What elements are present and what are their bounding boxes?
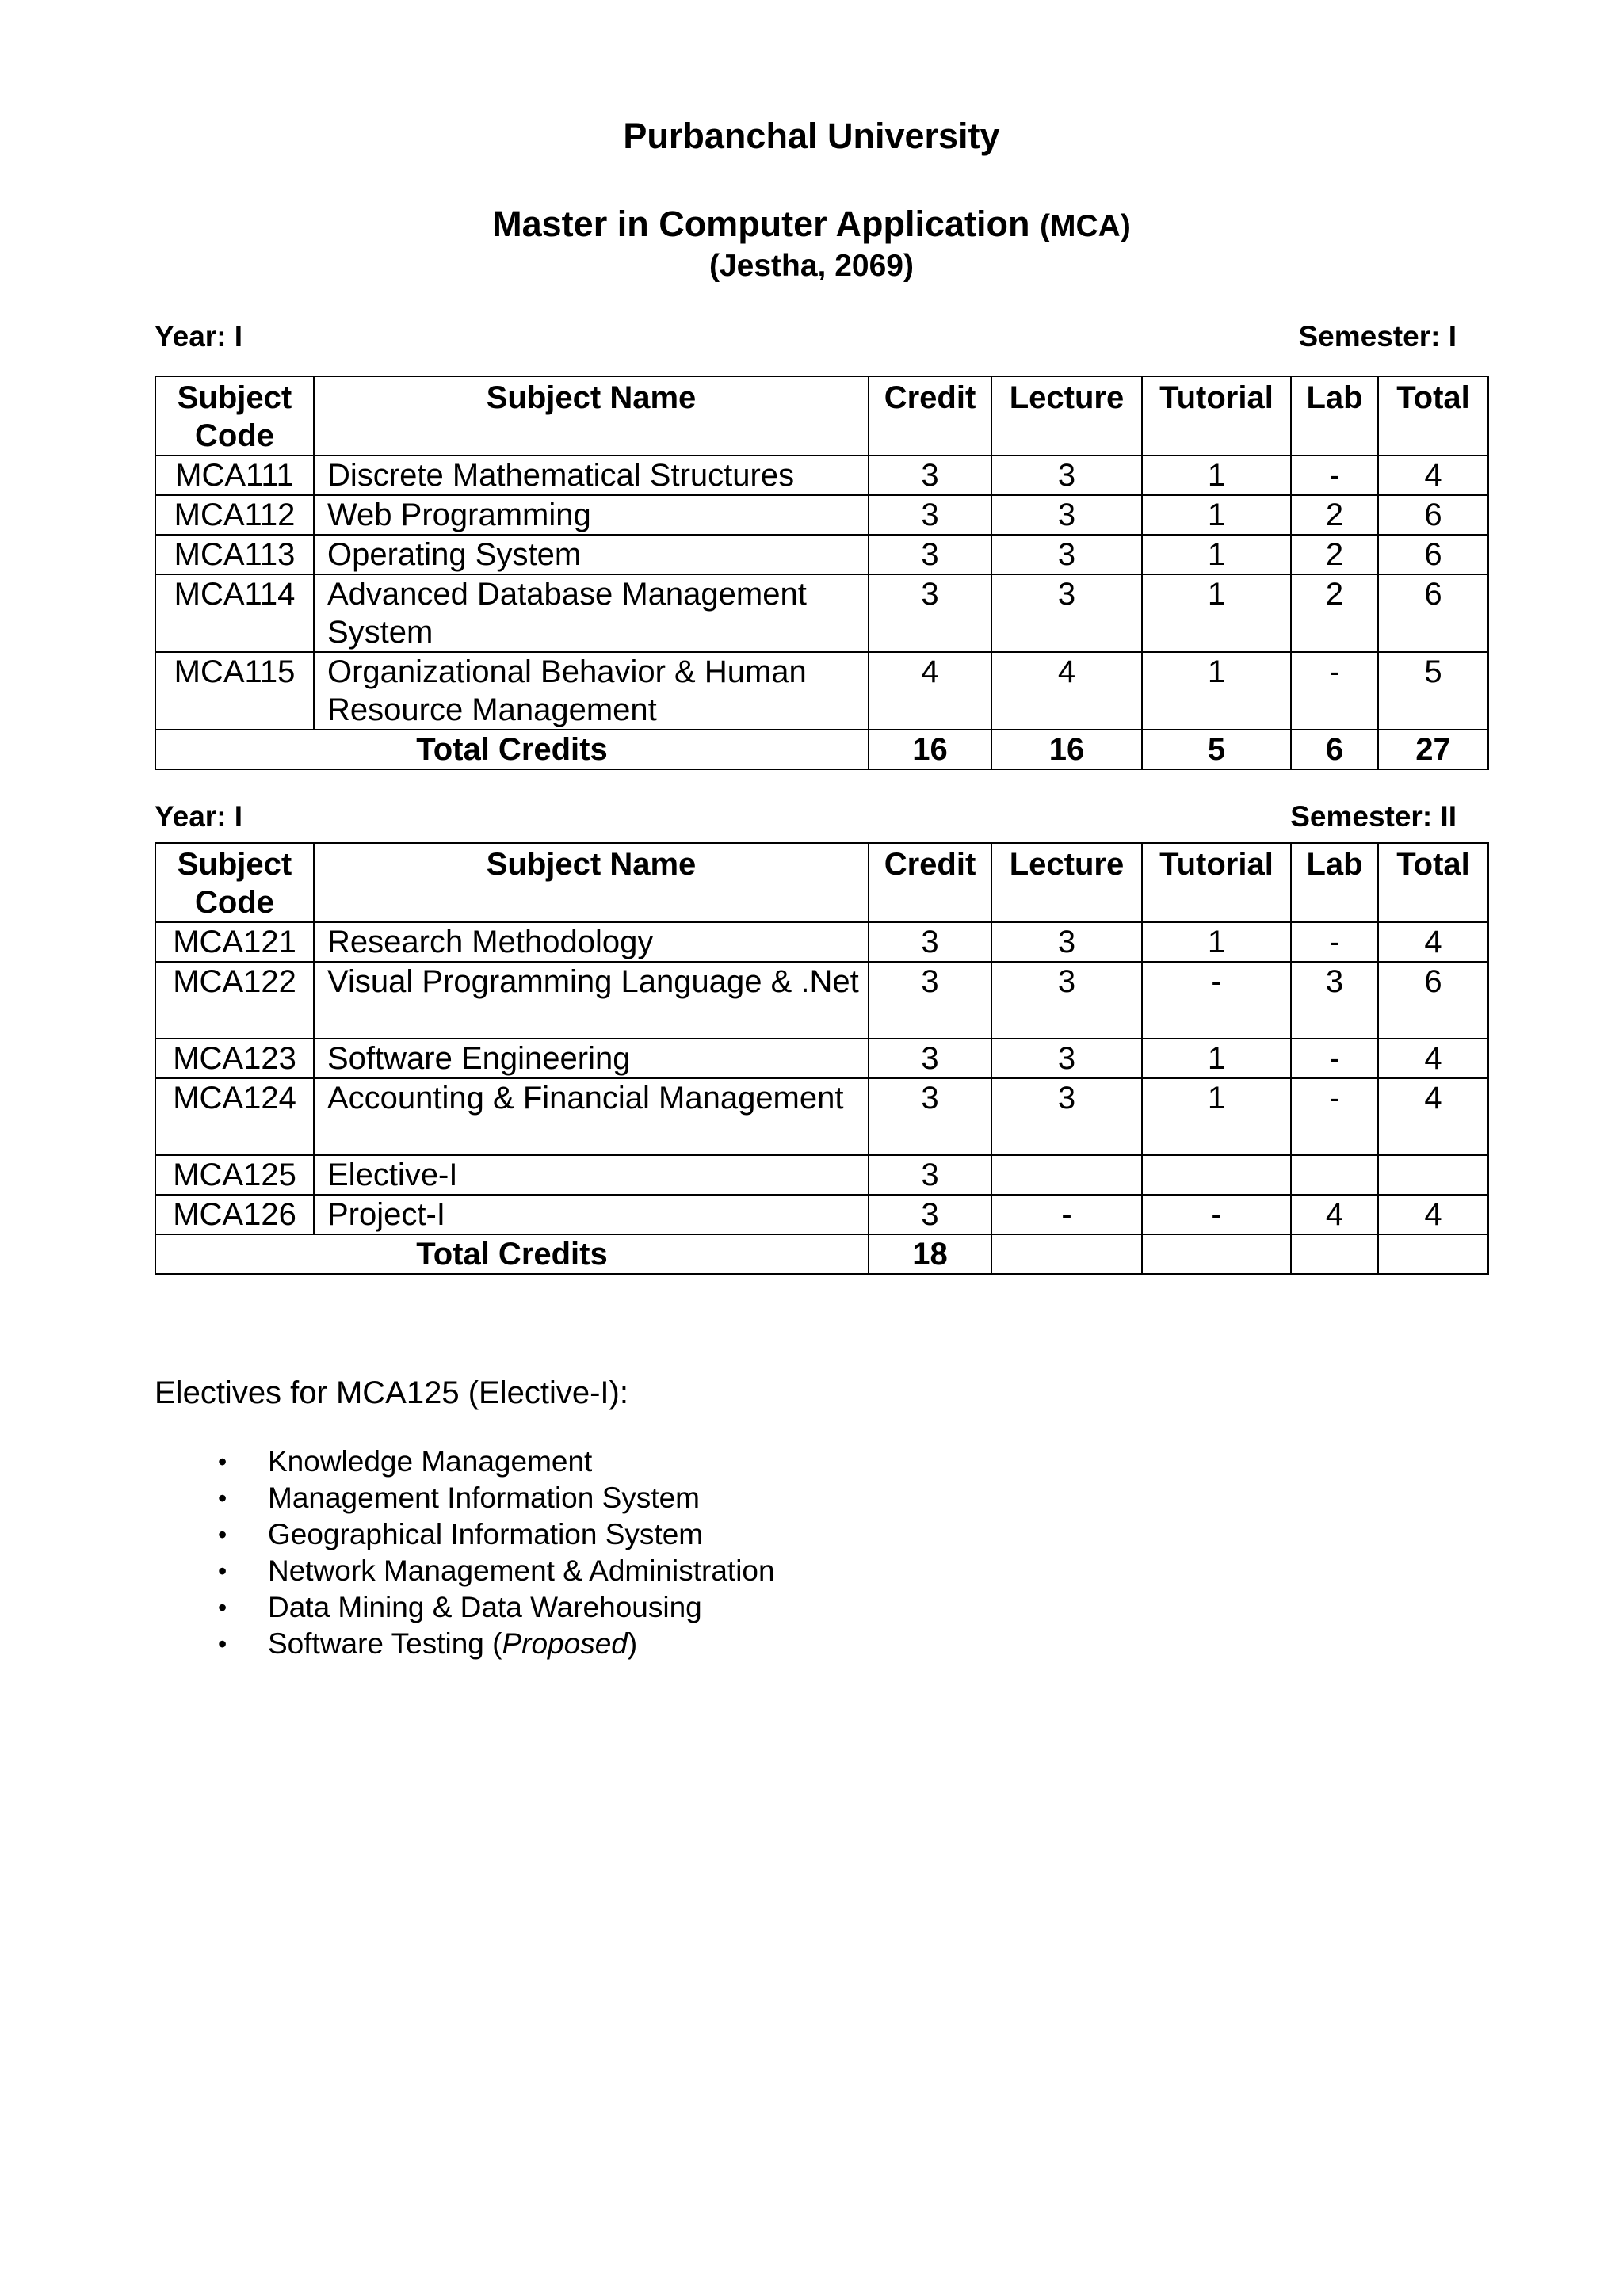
credit-cell: 3	[869, 962, 991, 1039]
table-row	[155, 922, 1488, 962]
semester2-course-table	[155, 842, 1489, 1275]
tutorial-cell: 1	[1142, 456, 1291, 495]
total-tutorial	[1142, 1234, 1291, 1274]
column-header: Lecture	[991, 376, 1142, 456]
elective-name: Knowledge Management	[268, 1445, 593, 1478]
total-credit: 16	[869, 730, 991, 769]
bullet-icon: •	[218, 1593, 227, 1622]
total-cell: 6	[1378, 495, 1488, 535]
subject-name: Elective-I	[314, 1155, 869, 1195]
table-row	[155, 1195, 1488, 1234]
semester1-semester-label: Semester: I	[1298, 320, 1457, 353]
tutorial-cell: 1	[1142, 922, 1291, 962]
subject-code: MCA113	[155, 535, 314, 574]
program-title	[0, 202, 1623, 249]
lecture-cell: 3	[991, 535, 1142, 574]
list-item	[155, 1480, 775, 1516]
table-row	[155, 962, 1488, 1039]
total-credit: 18	[869, 1234, 991, 1274]
credit-cell: 3	[869, 1195, 991, 1234]
column-header: Lecture	[991, 843, 1142, 922]
elective-name: Network Management & Administration	[268, 1554, 775, 1587]
total-cell: 6	[1378, 535, 1488, 574]
lab-cell: -	[1291, 1078, 1378, 1155]
total-cell: 4	[1378, 1195, 1488, 1234]
credit-cell: 3	[869, 1155, 991, 1195]
elective-name: Geographical Information System	[268, 1518, 704, 1550]
total-credits-label: Total Credits	[155, 730, 869, 769]
lecture-cell: 3	[991, 922, 1142, 962]
subject-code: MCA126	[155, 1195, 314, 1234]
total-cell: 5	[1378, 652, 1488, 730]
subject-code: MCA121	[155, 922, 314, 962]
lecture-cell: -	[991, 1195, 1142, 1234]
semester1-year-line	[155, 318, 1457, 355]
lecture-cell: 3	[991, 1039, 1142, 1078]
table-row	[155, 574, 1488, 652]
list-item	[155, 1444, 775, 1480]
lab-cell: 2	[1291, 535, 1378, 574]
tutorial-cell: 1	[1142, 574, 1291, 652]
list-item: • Software Testing (Proposed)	[155, 1626, 775, 1662]
total-lecture: 16	[991, 730, 1142, 769]
table-row	[155, 535, 1488, 574]
column-header: Tutorial	[1142, 376, 1291, 456]
subject-name: Research Methodology	[314, 922, 869, 962]
total-credits-label: Total Credits	[155, 1234, 869, 1274]
total-cell: 6	[1378, 962, 1488, 1039]
bullet-icon: •	[218, 1557, 227, 1585]
subject-name: Discrete Mathematical Structures	[314, 456, 869, 495]
lecture-cell: 3	[991, 1078, 1142, 1155]
total-credits-row	[155, 1234, 1488, 1274]
credit-cell: 3	[869, 456, 991, 495]
lab-cell: 2	[1291, 495, 1378, 535]
list-item	[155, 1553, 775, 1589]
lab-cell: 2	[1291, 574, 1378, 652]
subject-code: MCA111	[155, 456, 314, 495]
column-header: Subject Name	[314, 843, 869, 922]
tutorial-cell: -	[1142, 1195, 1291, 1234]
lab-cell: -	[1291, 1039, 1378, 1078]
total-cell: 4	[1378, 922, 1488, 962]
subject-name: Advanced Database Management System	[314, 574, 869, 652]
tutorial-cell: 1	[1142, 495, 1291, 535]
credit-cell: 3	[869, 922, 991, 962]
lab-cell: -	[1291, 652, 1378, 730]
column-header: Lab	[1291, 376, 1378, 456]
subject-code: MCA122	[155, 962, 314, 1039]
total-lab: 6	[1291, 730, 1378, 769]
lecture-cell: 4	[991, 652, 1142, 730]
bullet-icon: •	[218, 1520, 227, 1549]
semester1-year-label: Year: I	[155, 320, 243, 353]
subject-name: Operating System	[314, 535, 869, 574]
subject-code: MCA112	[155, 495, 314, 535]
total-lecture	[991, 1234, 1142, 1274]
table-row	[155, 1078, 1488, 1155]
subject-code: MCA123	[155, 1039, 314, 1078]
column-header: Total	[1378, 376, 1488, 456]
table-row	[155, 495, 1488, 535]
bullet-icon: •	[218, 1447, 227, 1476]
list-item	[155, 1516, 775, 1553]
proposed-note: Proposed	[502, 1627, 628, 1660]
tutorial-cell: 1	[1142, 1078, 1291, 1155]
lab-cell: 3	[1291, 962, 1378, 1039]
subject-code: MCA125	[155, 1155, 314, 1195]
program-name: Master in Computer Application	[492, 204, 1030, 244]
total-total	[1378, 1234, 1488, 1274]
total-total: 27	[1378, 730, 1488, 769]
elective-name: Software Testing	[268, 1627, 484, 1660]
elective-name: Data Mining & Data Warehousing	[268, 1591, 702, 1623]
lecture-cell: 3	[991, 574, 1142, 652]
lecture-cell: 3	[991, 962, 1142, 1039]
column-header: Subject Code	[155, 376, 314, 456]
total-tutorial: 5	[1142, 730, 1291, 769]
column-header: Lab	[1291, 843, 1378, 922]
lab-cell: -	[1291, 922, 1378, 962]
tutorial-cell	[1142, 1155, 1291, 1195]
table-row	[155, 456, 1488, 495]
credit-cell: 3	[869, 574, 991, 652]
subject-code: MCA115	[155, 652, 314, 730]
subject-name: Organizational Behavior & Human Resource Management	[314, 652, 869, 730]
table-row	[155, 1155, 1488, 1195]
subject-name: Accounting & Financial Management	[314, 1078, 869, 1155]
column-header: Subject Code	[155, 843, 314, 922]
tutorial-cell: 1	[1142, 1039, 1291, 1078]
subject-name: Project-I	[314, 1195, 869, 1234]
table-row	[155, 652, 1488, 730]
list-item	[155, 1589, 775, 1626]
syllabus-date: (Jestha, 2069)	[709, 249, 914, 283]
column-header: Credit	[869, 843, 991, 922]
total-cell: 4	[1378, 456, 1488, 495]
electives-list	[155, 1444, 775, 1662]
total-cell: 4	[1378, 1039, 1488, 1078]
lecture-cell: 3	[991, 495, 1142, 535]
table-row	[155, 1039, 1488, 1078]
column-header: Total	[1378, 843, 1488, 922]
elective-name: Management Information System	[268, 1482, 700, 1514]
electives-heading: Electives for MCA125 (Elective-I):	[155, 1375, 628, 1410]
semester2-year-line	[155, 799, 1457, 835]
credit-cell: 3	[869, 495, 991, 535]
lab-cell	[1291, 1155, 1378, 1195]
university-title: Purbanchal University	[623, 116, 1000, 156]
lab-cell: -	[1291, 456, 1378, 495]
tutorial-cell: 1	[1142, 535, 1291, 574]
total-cell: 4	[1378, 1078, 1488, 1155]
lecture-cell	[991, 1155, 1142, 1195]
bullet-icon: •	[218, 1630, 227, 1658]
table-header-row	[155, 843, 1488, 922]
semester2-year-label: Year: I	[155, 800, 243, 833]
tutorial-cell: 1	[1142, 652, 1291, 730]
program-abbreviation: (MCA)	[1040, 209, 1131, 243]
total-credits-row	[155, 730, 1488, 769]
semester2-semester-label: Semester: II	[1290, 800, 1457, 833]
subject-name: Visual Programming Language & .Net	[314, 962, 869, 1039]
lab-cell: 4	[1291, 1195, 1378, 1234]
column-header: Tutorial	[1142, 843, 1291, 922]
subject-name: Web Programming	[314, 495, 869, 535]
total-lab	[1291, 1234, 1378, 1274]
subject-code: MCA124	[155, 1078, 314, 1155]
semester1-course-table	[155, 376, 1489, 770]
tutorial-cell: -	[1142, 962, 1291, 1039]
credit-cell: 4	[869, 652, 991, 730]
table-header-row	[155, 376, 1488, 456]
credit-cell: 3	[869, 535, 991, 574]
total-cell: 6	[1378, 574, 1488, 652]
total-cell	[1378, 1155, 1488, 1195]
credit-cell: 3	[869, 1039, 991, 1078]
credit-cell: 3	[869, 1078, 991, 1155]
bullet-icon: •	[218, 1484, 227, 1512]
subject-code: MCA114	[155, 574, 314, 652]
column-header: Subject Name	[314, 376, 869, 456]
subject-name: Software Engineering	[314, 1039, 869, 1078]
lecture-cell: 3	[991, 456, 1142, 495]
column-header: Credit	[869, 376, 991, 456]
